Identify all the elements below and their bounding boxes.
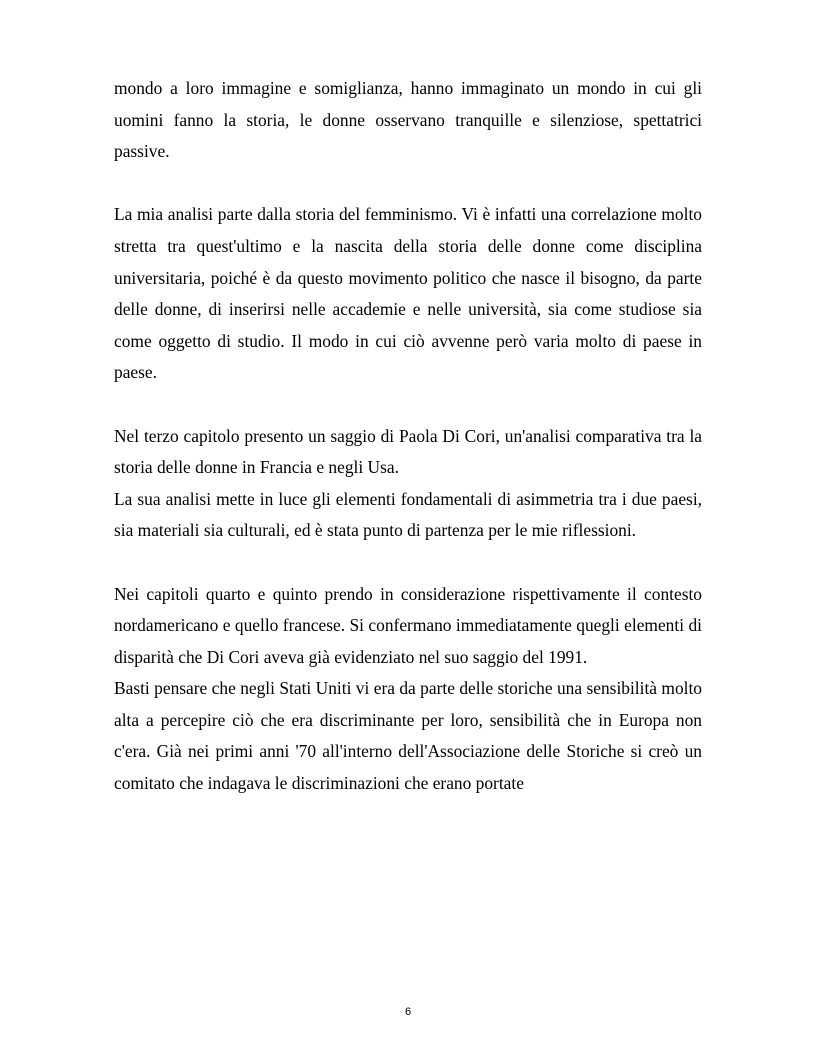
- paragraph-3: Nel terzo capitolo presento un saggio di Paola Di Cori, un'analisi comparativa tra la storia delle donne in Francia e negli Usa.: [114, 425, 702, 478]
- paragraph-6: Basti pensare che negli Stati Uniti vi era da parte delle storiche una sensibilità molto alta a percepire ciò che era discriminante per loro, sensibilità che in Europa non c'era. Già nei primi anni '70 all'interno dell'Associazione delle Storiche si creò un comitato che indagava le discriminazioni che erano portate: [114, 678, 702, 794]
- paragraph-4: La sua analisi mette in luce gli elementi fondamentali di asimmetria tra i due paesi, sia materiali sia culturali, ed è stata punto di partenza per le mie riflessioni.: [114, 488, 702, 541]
- page-number: 6: [404, 1006, 412, 1018]
- paragraph-1: mondo a loro immagine e somiglianza, hanno immaginato un mondo in cui gli uomini fanno la storia, le donne osservano tranquille e silenziose, spettatrici passive.: [114, 78, 702, 162]
- paragraph-5: Nei capitoli quarto e quinto prendo in considerazione rispettivamente il contesto nordamericano e quello francese. Si confermano immediatamente quegli elementi di disparità che Di Cori aveva già evidenziato nel suo saggio del 1991.: [114, 583, 702, 667]
- body-text: [114, 73, 702, 800]
- paragraph-2: La mia analisi parte dalla storia del femminismo. Vi è infatti una correlazione molto stretta tra quest'ultimo e la nascita della storia delle donne come disciplina universitaria, poiché è da questo movimento politico che nasce il bisogno, da parte delle donne, di inserirsi nelle accademie e nelle università, sia come studiose sia come oggetto di studio. Il modo in cui ciò avvenne però varia molto di paese in paese.: [114, 204, 702, 383]
